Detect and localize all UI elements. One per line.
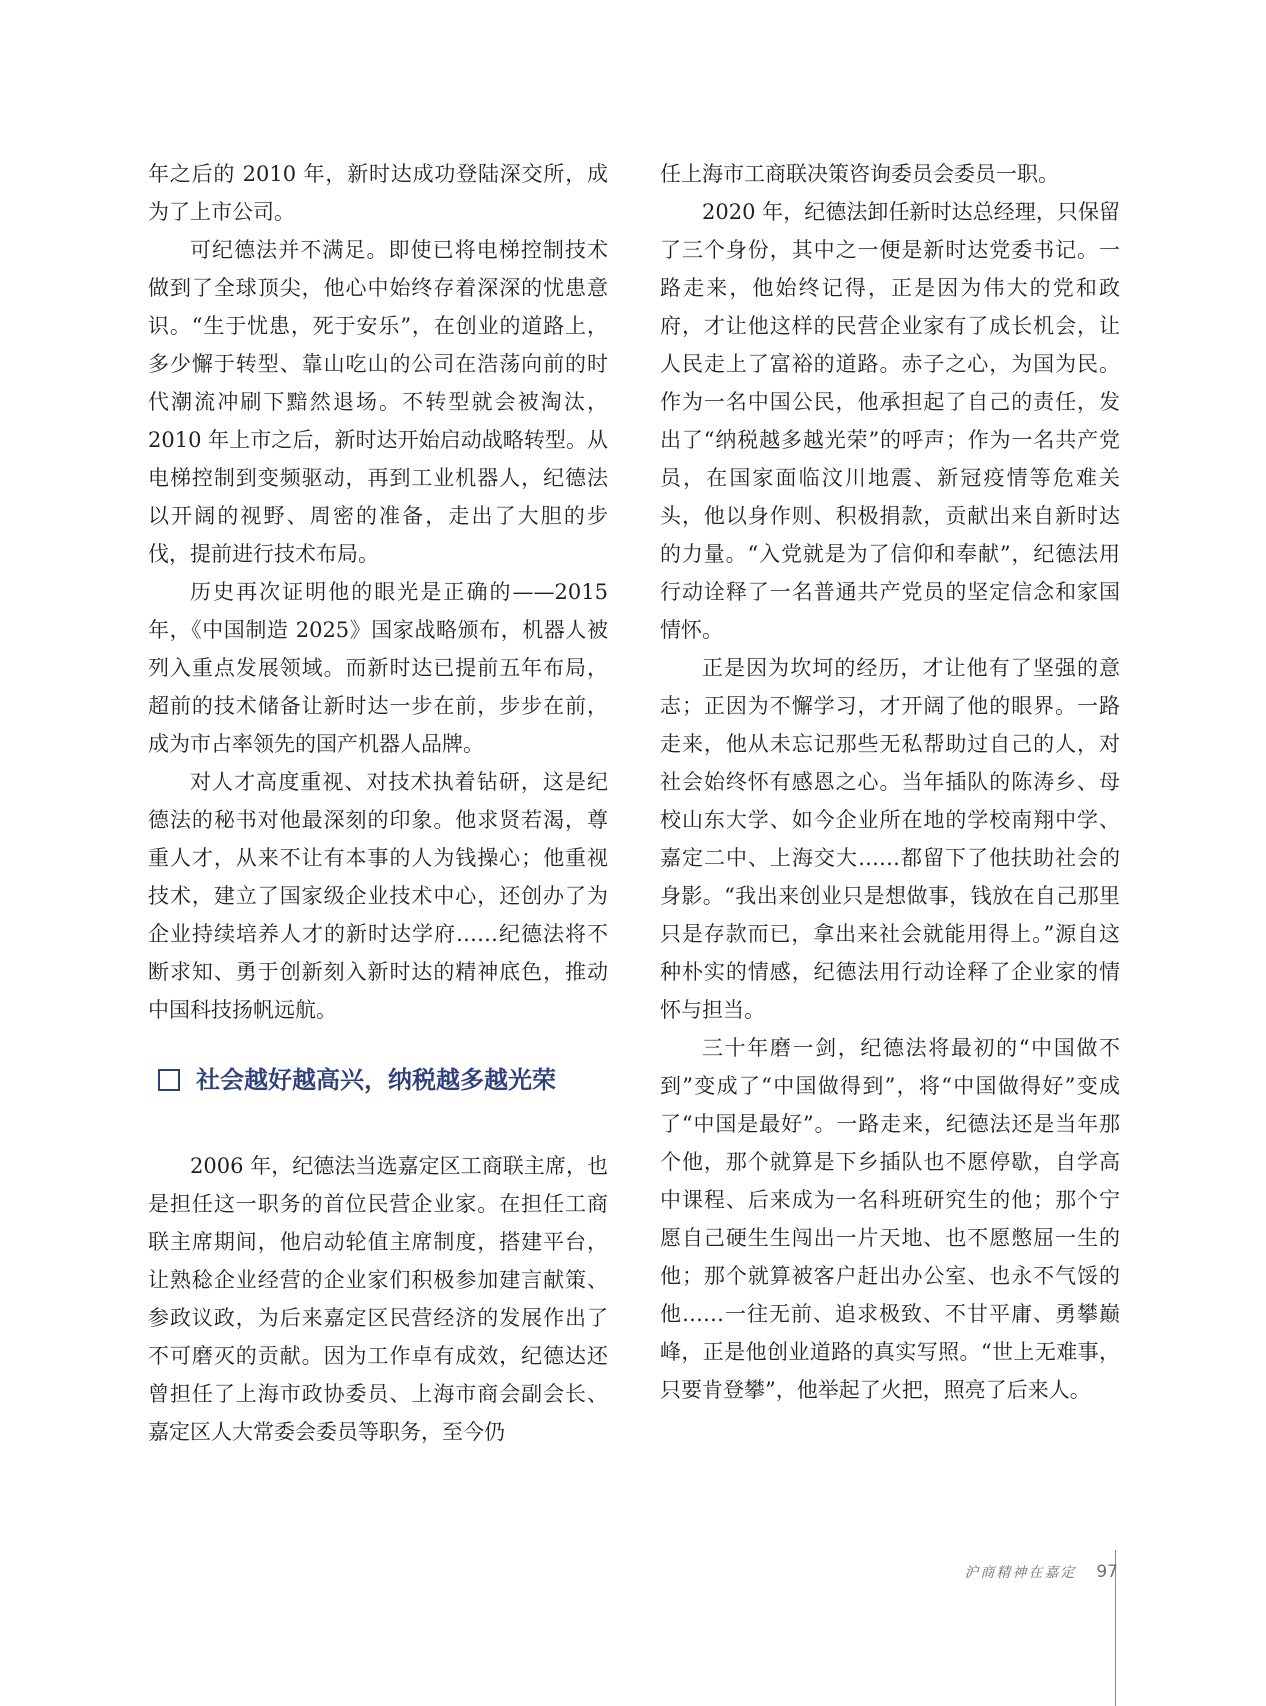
paragraph: 历史再次证明他的眼光是正确的——2015 年，《中国制造 2025》国家战略颁布，机器人被列入重点发展领域。而新时达已提前五年布局，超前的技术储备让新时达一步在前，步步在前，成为市占率领先的国产机器人品牌。 (148, 580, 608, 756)
paragraph: 任上海市工商联决策咨询委员会委员一职。 (660, 162, 1059, 186)
page-number: 97 (1096, 1562, 1118, 1582)
paragraph: 可纪德法并不满足。即使已将电梯控制技术做到了全球顶尖，他心中始终存着深深的忧患意识。“生于忧患，死于安乐”，在创业的道路上，多少懈于转型、靠山吃山的公司在浩荡向前的时代潮流冲刷下黯然退场。不转型就会被淘汰，2010 年上市之后，新时达开始启动战略转型。从电梯控制到变频驱动，再到工业机器人，纪德法以开阔的视野、周密的准备，走出了大胆的步伐，提前进行技术布局。 (148, 238, 608, 566)
page-footer (964, 1562, 1118, 1582)
checkbox-square-icon (158, 1069, 180, 1091)
section-heading (158, 1061, 608, 1099)
right-column (660, 155, 1120, 1409)
paragraph: 2006 年，纪德法当选嘉定区工商联主席，也是担任这一职务的首位民营企业家。在担任工商联主席期间，他启动轮值主席制度，搭建平台，让熟稔企业经营的企业家们积极参加建言献策、参政议政，为后来嘉定区民营经济的发展作出了不可磨灭的贡献。因为工作卓有成效，纪德达还曾担任了上海市政协委员、上海市商会副会长、嘉定区人大常委会委员等职务，至今仍 (148, 1154, 608, 1444)
paragraph: 年之后的 2010 年，新时达成功登陆深交所，成为了上市公司。 (148, 162, 608, 224)
left-column (148, 155, 608, 1451)
paragraph: 正是因为坎坷的经历，才让他有了坚强的意志；正因为不懈学习，才开阔了他的眼界。一路走来，他从未忘记那些无私帮助过自己的人，对社会始终怀有感恩之心。当年插队的陈涛乡、母校山东大学、如今企业所在地的学校南翔中学、嘉定二中、上海交大……都留下了他扶助社会的身影。“我出来创业只是想做事，钱放在自己那里只是存款而已，拿出来社会就能用得上。”源自这种朴实的情感，纪德法用行动诠释了企业家的情怀与担当。 (660, 656, 1120, 1022)
footer-series-title: 沪商精神在嘉定 (964, 1565, 1077, 1581)
section-heading-text: 社会越好越高兴，纳税越多越光荣 (196, 1066, 556, 1094)
paragraph: 2020 年，纪德法卸任新时达总经理，只保留了三个身份，其中之一便是新时达党委书记。一路走来，他始终记得，正是因为伟大的党和政府，才让他这样的民营企业家有了成长机会，让人民走上了富裕的道路。赤子之心，为国为民。作为一名中国公民，他承担起了自己的责任，发出了“纳税越多越光荣”的呼声；作为一名共产党员，在国家面临汶川地震、新冠疫情等危难关头，他以身作则、积极捐款，贡献出来自新时达的力量。“入党就是为了信仰和奉献”，纪德法用行动诠释了一名普通共产党员的坚定信念和家国情怀。 (660, 200, 1120, 642)
paragraph: 三十年磨一剑，纪德法将最初的“中国做不到”变成了“中国做得到”，将“中国做得好”变成了“中国是最好”。一路走来，纪德法还是当年那个他，那个就算是下乡插队也不愿停歇，自学高中课程、后来成为一名科班研究生的他；那个宁愿自己硬生生闯出一片天地、也不愿憋屈一生的他；那个就算被客户赶出办公室、也永不气馁的他……一往无前、追求极致、不甘平庸、勇攀巅峰，正是他创业道路的真实写照。“世上无难事，只要肯登攀”，他举起了火把，照亮了后来人。 (660, 1036, 1120, 1402)
paragraph: 对人才高度重视、对技术执着钻研，这是纪德法的秘书对他最深刻的印象。他求贤若渴，尊重人才，从来不让有本事的人为钱操心；他重视技术，建立了国家级企业技术中心，还创办了为企业持续培养人才的新时达学府……纪德法将不断求知、勇于创新刻入新时达的精神底色，推动中国科技扬帆远航。 (148, 770, 608, 1022)
